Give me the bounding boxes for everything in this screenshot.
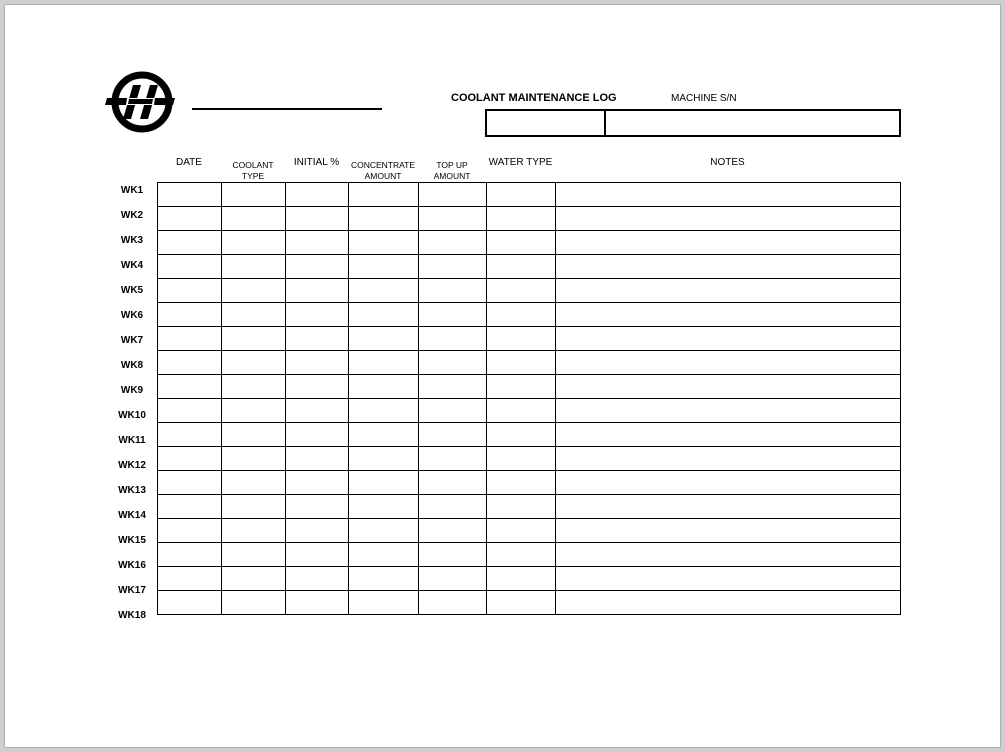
log-table	[157, 182, 901, 615]
machine-sn-field[interactable]	[485, 109, 901, 137]
cell-date[interactable]	[158, 375, 222, 399]
cell-top-up-amount[interactable]	[419, 303, 487, 327]
table-row	[158, 255, 901, 279]
row-label: WK6	[120, 310, 144, 321]
cell-notes[interactable]	[556, 375, 901, 399]
cell-water-type[interactable]	[487, 543, 556, 567]
cell-top-up-amount[interactable]	[419, 471, 487, 495]
cell-concentrate-amount[interactable]	[349, 183, 419, 207]
cell-coolant-type[interactable]	[222, 471, 286, 495]
cell-concentrate-amount[interactable]	[349, 255, 419, 279]
cell-concentrate-amount[interactable]	[349, 495, 419, 519]
table-row	[158, 471, 901, 495]
row-label: WK18	[118, 610, 146, 621]
cell-water-type[interactable]	[487, 303, 556, 327]
row-label: WK14	[118, 510, 146, 521]
cell-initial-percent[interactable]	[286, 447, 349, 471]
row-label: WK2	[120, 210, 144, 221]
cell-concentrate-amount[interactable]	[349, 591, 419, 615]
cell-coolant-type[interactable]	[222, 567, 286, 591]
cell-date[interactable]	[158, 255, 222, 279]
cell-water-type[interactable]	[487, 279, 556, 303]
row-label: WK5	[120, 285, 144, 296]
row-label: WK1	[120, 185, 144, 196]
cell-date[interactable]	[158, 519, 222, 543]
machine-sn-cell-1[interactable]	[487, 111, 606, 135]
cell-water-type[interactable]	[487, 519, 556, 543]
haas-logo-icon	[105, 70, 177, 134]
cell-date[interactable]	[158, 567, 222, 591]
cell-coolant-type[interactable]	[222, 207, 286, 231]
cell-notes[interactable]	[556, 207, 901, 231]
row-labels	[112, 182, 152, 632]
cell-top-up-amount[interactable]	[419, 543, 487, 567]
cell-top-up-amount[interactable]	[419, 591, 487, 615]
cell-top-up-amount[interactable]	[419, 519, 487, 543]
name-underline	[192, 108, 382, 110]
cell-notes[interactable]	[556, 519, 901, 543]
cell-water-type[interactable]	[487, 399, 556, 423]
cell-concentrate-amount[interactable]	[349, 423, 419, 447]
cell-date[interactable]	[158, 495, 222, 519]
column-header-water-type: WATER TYPE	[488, 157, 553, 168]
cell-water-type[interactable]	[487, 183, 556, 207]
cell-coolant-type[interactable]	[222, 351, 286, 375]
cell-coolant-type[interactable]	[222, 183, 286, 207]
cell-coolant-type[interactable]	[222, 519, 286, 543]
cell-water-type[interactable]	[487, 423, 556, 447]
cell-concentrate-amount[interactable]	[349, 471, 419, 495]
cell-concentrate-amount[interactable]	[349, 399, 419, 423]
row-label: WK12	[118, 460, 146, 471]
cell-concentrate-amount[interactable]	[349, 519, 419, 543]
row-label: WK10	[118, 410, 146, 421]
cell-notes[interactable]	[556, 255, 901, 279]
cell-initial-percent[interactable]	[286, 303, 349, 327]
cell-date[interactable]	[158, 447, 222, 471]
cell-date[interactable]	[158, 303, 222, 327]
table-row	[158, 567, 901, 591]
cell-initial-percent[interactable]	[286, 183, 349, 207]
cell-notes[interactable]	[556, 351, 901, 375]
cell-top-up-amount[interactable]	[419, 351, 487, 375]
cell-initial-percent[interactable]	[286, 207, 349, 231]
cell-water-type[interactable]	[487, 255, 556, 279]
cell-top-up-amount[interactable]	[419, 495, 487, 519]
cell-water-type[interactable]	[487, 591, 556, 615]
cell-notes[interactable]	[556, 327, 901, 351]
cell-notes[interactable]	[556, 231, 901, 255]
row-label: WK16	[118, 560, 146, 571]
cell-notes[interactable]	[556, 303, 901, 327]
cell-date[interactable]	[158, 279, 222, 303]
cell-notes[interactable]	[556, 399, 901, 423]
table-row	[158, 519, 901, 543]
cell-top-up-amount[interactable]	[419, 567, 487, 591]
cell-concentrate-amount[interactable]	[349, 567, 419, 591]
cell-initial-percent[interactable]	[286, 231, 349, 255]
cell-initial-percent[interactable]	[286, 471, 349, 495]
cell-initial-percent[interactable]	[286, 255, 349, 279]
cell-initial-percent[interactable]	[286, 423, 349, 447]
page-title: COOLANT MAINTENANCE LOG	[451, 92, 617, 104]
cell-concentrate-amount[interactable]	[349, 207, 419, 231]
column-header-initial-percent: INITIAL %	[293, 157, 340, 168]
column-header-notes: NOTES	[710, 157, 745, 168]
cell-top-up-amount[interactable]	[419, 207, 487, 231]
row-label: WK17	[118, 585, 146, 596]
cell-date[interactable]	[158, 399, 222, 423]
cell-coolant-type[interactable]	[222, 255, 286, 279]
cell-initial-percent[interactable]	[286, 519, 349, 543]
cell-top-up-amount[interactable]	[419, 231, 487, 255]
cell-water-type[interactable]	[487, 207, 556, 231]
cell-coolant-type[interactable]	[222, 327, 286, 351]
cell-notes[interactable]	[556, 567, 901, 591]
cell-water-type[interactable]	[487, 471, 556, 495]
cell-notes[interactable]	[556, 495, 901, 519]
cell-coolant-type[interactable]	[222, 279, 286, 303]
cell-coolant-type[interactable]	[222, 231, 286, 255]
row-label: WK3	[120, 235, 144, 246]
cell-top-up-amount[interactable]	[419, 375, 487, 399]
cell-coolant-type[interactable]	[222, 447, 286, 471]
cell-initial-percent[interactable]	[286, 399, 349, 423]
row-label: WK4	[120, 260, 144, 271]
cell-initial-percent[interactable]	[286, 327, 349, 351]
cell-coolant-type[interactable]	[222, 543, 286, 567]
cell-top-up-amount[interactable]	[419, 423, 487, 447]
cell-concentrate-amount[interactable]	[349, 375, 419, 399]
cell-coolant-type[interactable]	[222, 375, 286, 399]
cell-date[interactable]	[158, 183, 222, 207]
cell-notes[interactable]	[556, 447, 901, 471]
row-label: WK7	[120, 335, 144, 346]
table-row	[158, 591, 901, 615]
cell-top-up-amount[interactable]	[419, 447, 487, 471]
cell-water-type[interactable]	[487, 327, 556, 351]
table-row	[158, 279, 901, 303]
cell-concentrate-amount[interactable]	[349, 303, 419, 327]
cell-water-type[interactable]	[487, 375, 556, 399]
machine-sn-label: MACHINE S/N	[671, 93, 737, 104]
cell-concentrate-amount[interactable]	[349, 327, 419, 351]
cell-date[interactable]	[158, 471, 222, 495]
cell-concentrate-amount[interactable]	[349, 231, 419, 255]
column-header-top-up-amount: TOP UP AMOUNT	[433, 160, 471, 181]
table-row	[158, 207, 901, 231]
cell-notes[interactable]	[556, 471, 901, 495]
cell-date[interactable]	[158, 423, 222, 447]
cell-concentrate-amount[interactable]	[349, 279, 419, 303]
cell-top-up-amount[interactable]	[419, 327, 487, 351]
cell-coolant-type[interactable]	[222, 303, 286, 327]
table-row	[158, 327, 901, 351]
cell-initial-percent[interactable]	[286, 351, 349, 375]
cell-coolant-type[interactable]	[222, 399, 286, 423]
cell-top-up-amount[interactable]	[419, 255, 487, 279]
cell-top-up-amount[interactable]	[419, 279, 487, 303]
cell-date[interactable]	[158, 543, 222, 567]
cell-concentrate-amount[interactable]	[349, 447, 419, 471]
cell-notes[interactable]	[556, 591, 901, 615]
cell-date[interactable]	[158, 207, 222, 231]
cell-initial-percent[interactable]	[286, 279, 349, 303]
cell-water-type[interactable]	[487, 231, 556, 255]
cell-top-up-amount[interactable]	[419, 183, 487, 207]
row-label: WK8	[120, 360, 144, 371]
cell-date[interactable]	[158, 591, 222, 615]
cell-notes[interactable]	[556, 183, 901, 207]
row-label: WK9	[120, 385, 144, 396]
cell-notes[interactable]	[556, 423, 901, 447]
cell-initial-percent[interactable]	[286, 543, 349, 567]
table-row	[158, 399, 901, 423]
table-row	[158, 351, 901, 375]
cell-concentrate-amount[interactable]	[349, 543, 419, 567]
table-row	[158, 423, 901, 447]
column-header-coolant-type: COOLANT TYPE	[232, 160, 274, 181]
cell-notes[interactable]	[556, 279, 901, 303]
table-row	[158, 303, 901, 327]
table-row	[158, 543, 901, 567]
table-row	[158, 231, 901, 255]
row-label: WK11	[118, 435, 146, 446]
table-row	[158, 495, 901, 519]
cell-date[interactable]	[158, 231, 222, 255]
cell-notes[interactable]	[556, 543, 901, 567]
cell-initial-percent[interactable]	[286, 495, 349, 519]
row-label: WK15	[118, 535, 146, 546]
cell-initial-percent[interactable]	[286, 591, 349, 615]
table-row	[158, 447, 901, 471]
row-label: WK13	[118, 485, 146, 496]
cell-water-type[interactable]	[487, 567, 556, 591]
cell-initial-percent[interactable]	[286, 567, 349, 591]
cell-initial-percent[interactable]	[286, 375, 349, 399]
column-header-date: DATE	[176, 157, 202, 168]
column-header-concentrate-amount: CONCENTRATE AMOUNT	[350, 160, 416, 181]
cell-concentrate-amount[interactable]	[349, 351, 419, 375]
cell-coolant-type[interactable]	[222, 423, 286, 447]
cell-top-up-amount[interactable]	[419, 399, 487, 423]
table-row	[158, 183, 901, 207]
cell-coolant-type[interactable]	[222, 495, 286, 519]
cell-date[interactable]	[158, 351, 222, 375]
cell-water-type[interactable]	[487, 447, 556, 471]
cell-water-type[interactable]	[487, 351, 556, 375]
cell-water-type[interactable]	[487, 495, 556, 519]
table-row	[158, 375, 901, 399]
cell-date[interactable]	[158, 327, 222, 351]
cell-coolant-type[interactable]	[222, 591, 286, 615]
machine-sn-cell-2[interactable]	[606, 111, 899, 135]
